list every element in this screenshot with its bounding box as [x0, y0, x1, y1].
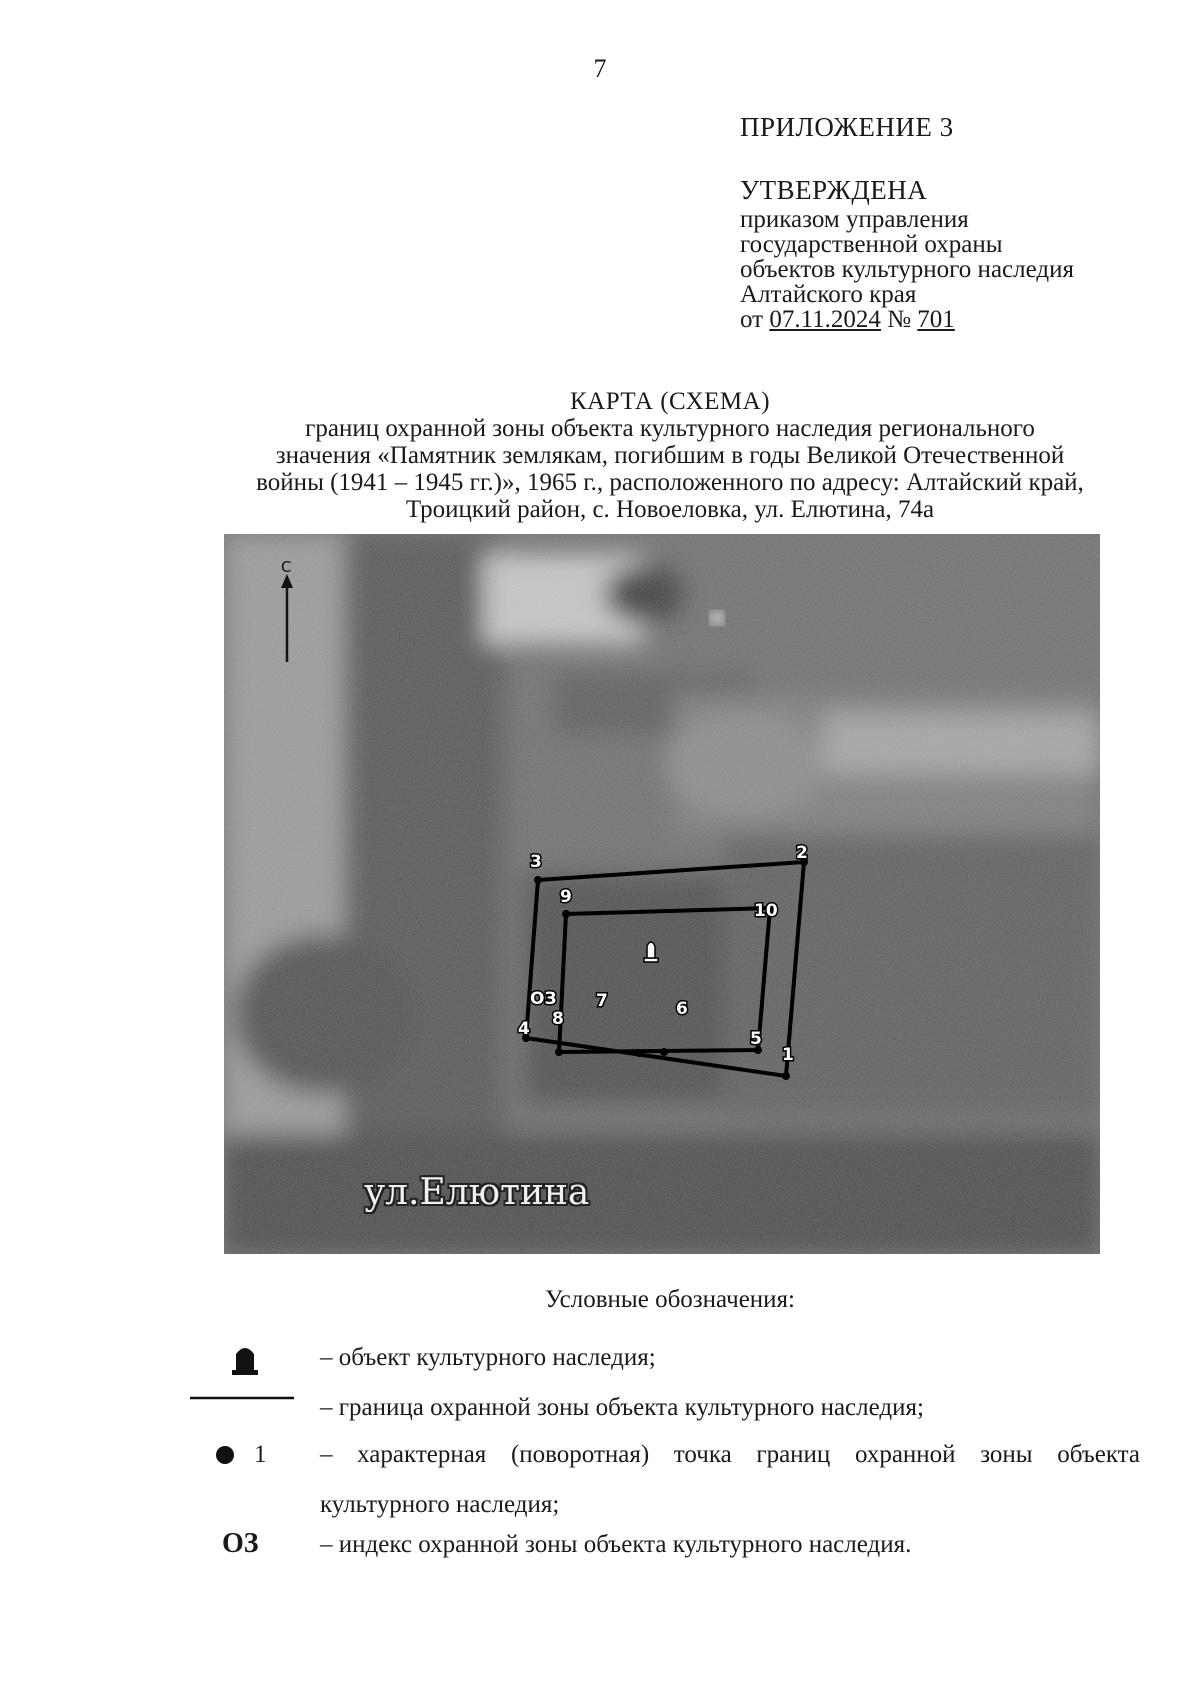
legend-item-boundary: – граница охранной зоны объекта культурного наследия; — [320, 1394, 924, 1421]
point-label-3: 3 — [530, 852, 542, 872]
title-line-4: Троицкий район, с. Новоеловка, ул. Елютина, 74а — [405, 496, 935, 523]
approval-line-4: Алтайского края — [740, 281, 917, 308]
legend-item-point: – характерная (поворотная) точка границ охранной зоны объекта культурного наследия; — [320, 1441, 1140, 1518]
page-number: 7 — [593, 54, 607, 83]
approved-title: УТВЕРЖДЕНА — [740, 175, 928, 205]
point-label-7: 7 — [596, 991, 608, 1011]
legend-index-symbol: ОЗ — [222, 1528, 259, 1559]
legend-point-number: 1 — [254, 1441, 267, 1468]
point-label-9: 9 — [560, 887, 572, 907]
point-label-4: 4 — [518, 1019, 530, 1039]
approval-line-2: государственной охраны — [740, 231, 1003, 258]
street-label: ул.Елютина — [364, 1172, 590, 1213]
title-line-3: войны (1941 – 1945 гг.)», 1965 г., расположенного по адресу: Алтайский край, — [256, 469, 1084, 496]
appendix-label: ПРИЛОЖЕНИЕ 3 — [740, 112, 954, 142]
title-main: КАРТА (СХЕМА) — [569, 388, 771, 415]
title-line-2: значения «Памятник землякам, погибшим в годы Великой Отечественной — [275, 442, 1065, 469]
zone-index-label: ОЗ — [530, 989, 557, 1009]
approval-date: 07.11.2024 — [769, 306, 881, 333]
legend-monument-icon — [230, 1344, 260, 1376]
title-line-1: границ охранной зоны объекта культурного наследия регионального — [305, 415, 1035, 442]
document-title — [200, 388, 1140, 523]
approval-number: 701 — [917, 306, 955, 333]
point-label-1: 1 — [782, 1045, 794, 1065]
point-label-8: 8 — [552, 1009, 564, 1029]
satellite-map — [224, 534, 1100, 1254]
legend-title: Условные обозначения: — [544, 1286, 796, 1313]
north-label: С — [281, 558, 292, 576]
approval-block — [740, 175, 1074, 333]
legend-item-object: – объект культурного наследия; — [320, 1344, 656, 1371]
point-label-2: 2 — [796, 843, 808, 863]
point-label-6: 6 — [676, 999, 688, 1019]
legend-item-index: – индекс охранной зоны объекта культурного наследия. — [320, 1531, 912, 1558]
legend-boundary-line — [190, 1395, 294, 1401]
point-label-10: 10 — [754, 901, 778, 921]
number-sign: № — [887, 306, 912, 333]
approval-line-3: объектов культурного наследия — [740, 256, 1074, 283]
date-prefix: от — [740, 306, 764, 333]
approval-date-line — [740, 307, 1074, 332]
legend-point-dot-icon — [214, 1441, 236, 1467]
map-drawing — [224, 534, 1100, 1254]
approval-line-1: приказом управления — [740, 206, 969, 233]
point-label-5: 5 — [750, 1029, 762, 1049]
